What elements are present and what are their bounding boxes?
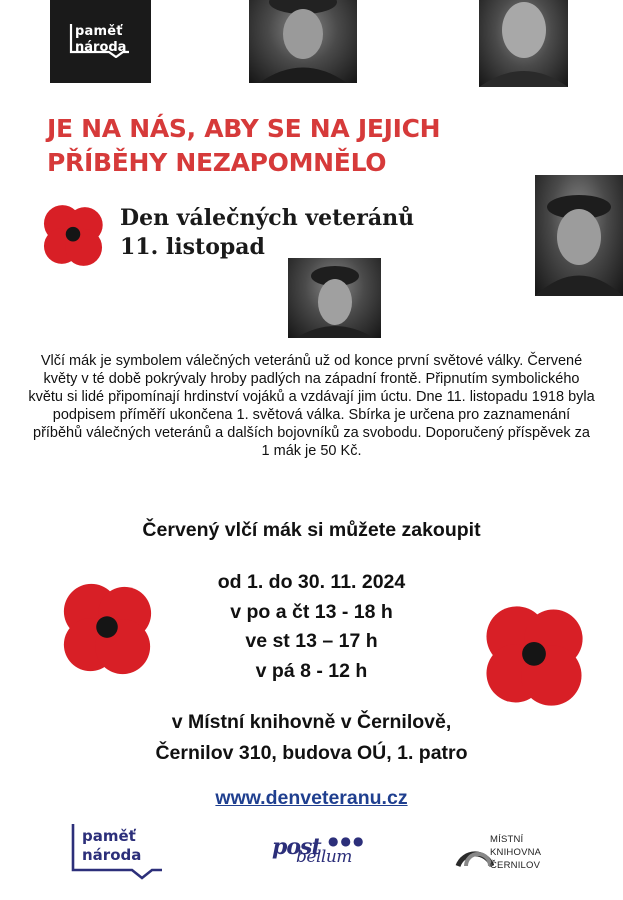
- location: [0, 707, 623, 769]
- hours-line: v pá 8 - 12 h: [255, 659, 368, 682]
- footer-logo-line2: národa: [82, 846, 142, 864]
- logo-text-line2: národa: [75, 40, 127, 55]
- dots-icon: ●●●: [328, 834, 366, 848]
- veteran-portrait-3: [535, 175, 623, 296]
- library-line2: KNIHOVNA: [490, 847, 542, 858]
- event-title-line1: Den válečných veteránů: [120, 205, 415, 231]
- pamet-naroda-logo: [50, 0, 151, 83]
- date-range: od 1. do 30. 11. 2024: [217, 571, 406, 593]
- footer-logo-line1: paměť: [82, 827, 136, 845]
- veteran-portrait-4: [288, 258, 381, 338]
- location-line1: v Místní knihovně v Černilově,: [171, 711, 452, 733]
- veteran-portrait-2: [479, 0, 568, 87]
- library-line1: MÍSTNÍ: [490, 834, 524, 845]
- location-line2: Černilov 310, budova OÚ, 1. patro: [155, 742, 468, 764]
- post-bellum-word2: bellum: [296, 847, 352, 867]
- logo-text-line1: paměť: [75, 24, 123, 39]
- poppy-icon-right: [480, 602, 588, 710]
- poppy-icon-left: [58, 580, 156, 678]
- library-logo-text: [490, 833, 541, 872]
- website-link[interactable]: www.denveteranu.cz: [215, 787, 408, 809]
- headline: [47, 112, 547, 180]
- event-title-line2: 11. listopad: [120, 234, 265, 260]
- veteran-portrait-1: [249, 0, 357, 83]
- hours-line: v po a čt 13 - 18 h: [230, 600, 393, 623]
- website-link-container: [0, 787, 623, 810]
- post-bellum-logo: [272, 832, 366, 872]
- purchase-heading: Červený vlčí mák si můžete zakoupit: [142, 519, 481, 541]
- opening-hours: [150, 568, 473, 686]
- footer-pamet-naroda-logo: [70, 820, 166, 880]
- poppy-icon: [40, 202, 106, 269]
- library-logo: [450, 820, 570, 884]
- library-line3: ČERNILOV: [490, 860, 541, 871]
- hours-line: ve st 13 – 17 h: [245, 630, 378, 652]
- event-title: [120, 204, 414, 262]
- headline-line1: JE NA NÁS, ABY SE NA JEJICH: [47, 114, 441, 143]
- description-paragraph: Vlčí mák je symbolem válečných veteránů už od konce první světové války. Červené květy v té době pokrývaly hroby padlých na západní frontě. Připnutím symbolického květu si lidé připomínají hrdinství vojáků a vzdávají jim úctu. Dne 11. listopadu 1918 byla podpisem příměří ukončena 1. světová válka. Sbírka je určena pro zaznamenání příběhů válečných veteránů a dalších bojovníků za svobodu. Doporučený příspěvek za 1 mák je 50 Kč.: [28, 353, 595, 459]
- headline-line2: PŘÍBĚHY NEZAPOMNĚLO: [47, 148, 387, 177]
- post-bellum-word1: post: [272, 834, 321, 860]
- arch-icon: [454, 832, 494, 872]
